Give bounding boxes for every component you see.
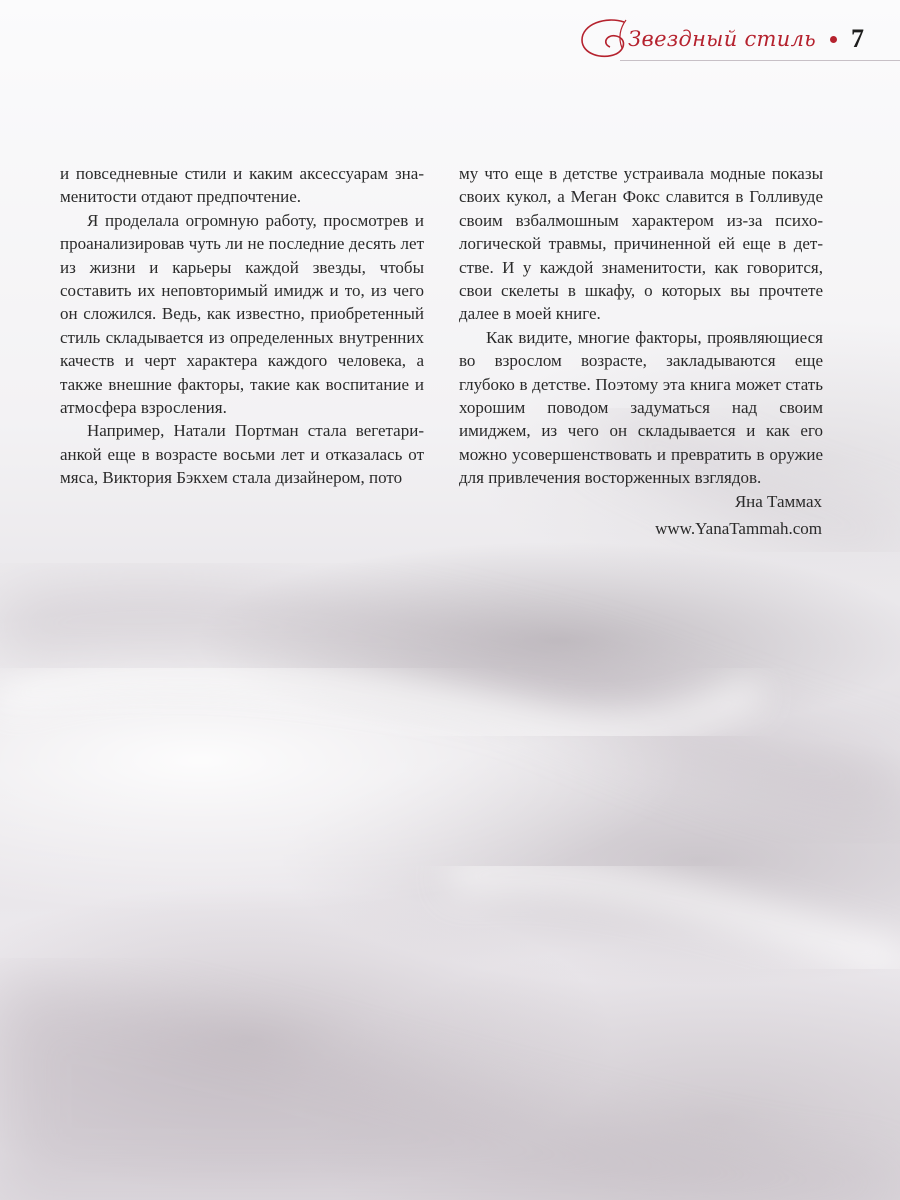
decorative-swirl-icon	[576, 14, 636, 64]
running-header	[576, 14, 864, 64]
text-column-right	[459, 162, 823, 490]
paragraph: и повседневные стили и каким аксессуарам знаменитости отдают предпочтение.	[60, 164, 424, 207]
page-number: 7	[851, 24, 864, 53]
paragraph: Например, Натали Портман стала вегетарианкой еще в возрасте восьми лет и отказалась от мяса, Виктория Бэкхем стала дизайнером, пото	[60, 421, 424, 488]
paragraph: Я проделала огромную работу, просмотрев и проанализировав чуть ли не последние десять лет из жизни и карьеры каждой звезды, чтобы составить их неповторимый имидж и то, из чего он сложился. Ведь, как известно, приобретенный стиль складывается из определенных внутренних качеств и черт характера каждого человека, а также внешние факторы, такие как воспитание и атмосфера взросления.	[60, 210, 424, 418]
paragraph: му что еще в детстве устраивала модные показы своих кукол, а Меган Фокс славится в Голливуде своим взбалмошным характером из-за психологической травмы, причиненной ей еще в детстве. И у каждой знаменитости, как говорится, свои скелеты в шкафу, о которых вы прочтете далее в моей книге.	[459, 164, 823, 324]
author-website: www.YanaTammah.com	[655, 519, 822, 538]
header-bullet	[830, 36, 837, 43]
signature-block	[655, 488, 822, 542]
paragraph: Как видите, многие факторы, проявляющиеся во взрослом возрасте, закладываются еще глубоко в детстве. Поэтому эта книга может стать хорошим поводом задуматься над своим имиджем, из чего он складывается и как его можно усовершенствовать и превратить в оружие для привлечения восторженных взглядов.	[459, 327, 823, 488]
section-title: Звездный стиль	[628, 27, 816, 51]
text-column-left	[60, 162, 424, 490]
author-name: Яна Таммах	[734, 492, 822, 511]
